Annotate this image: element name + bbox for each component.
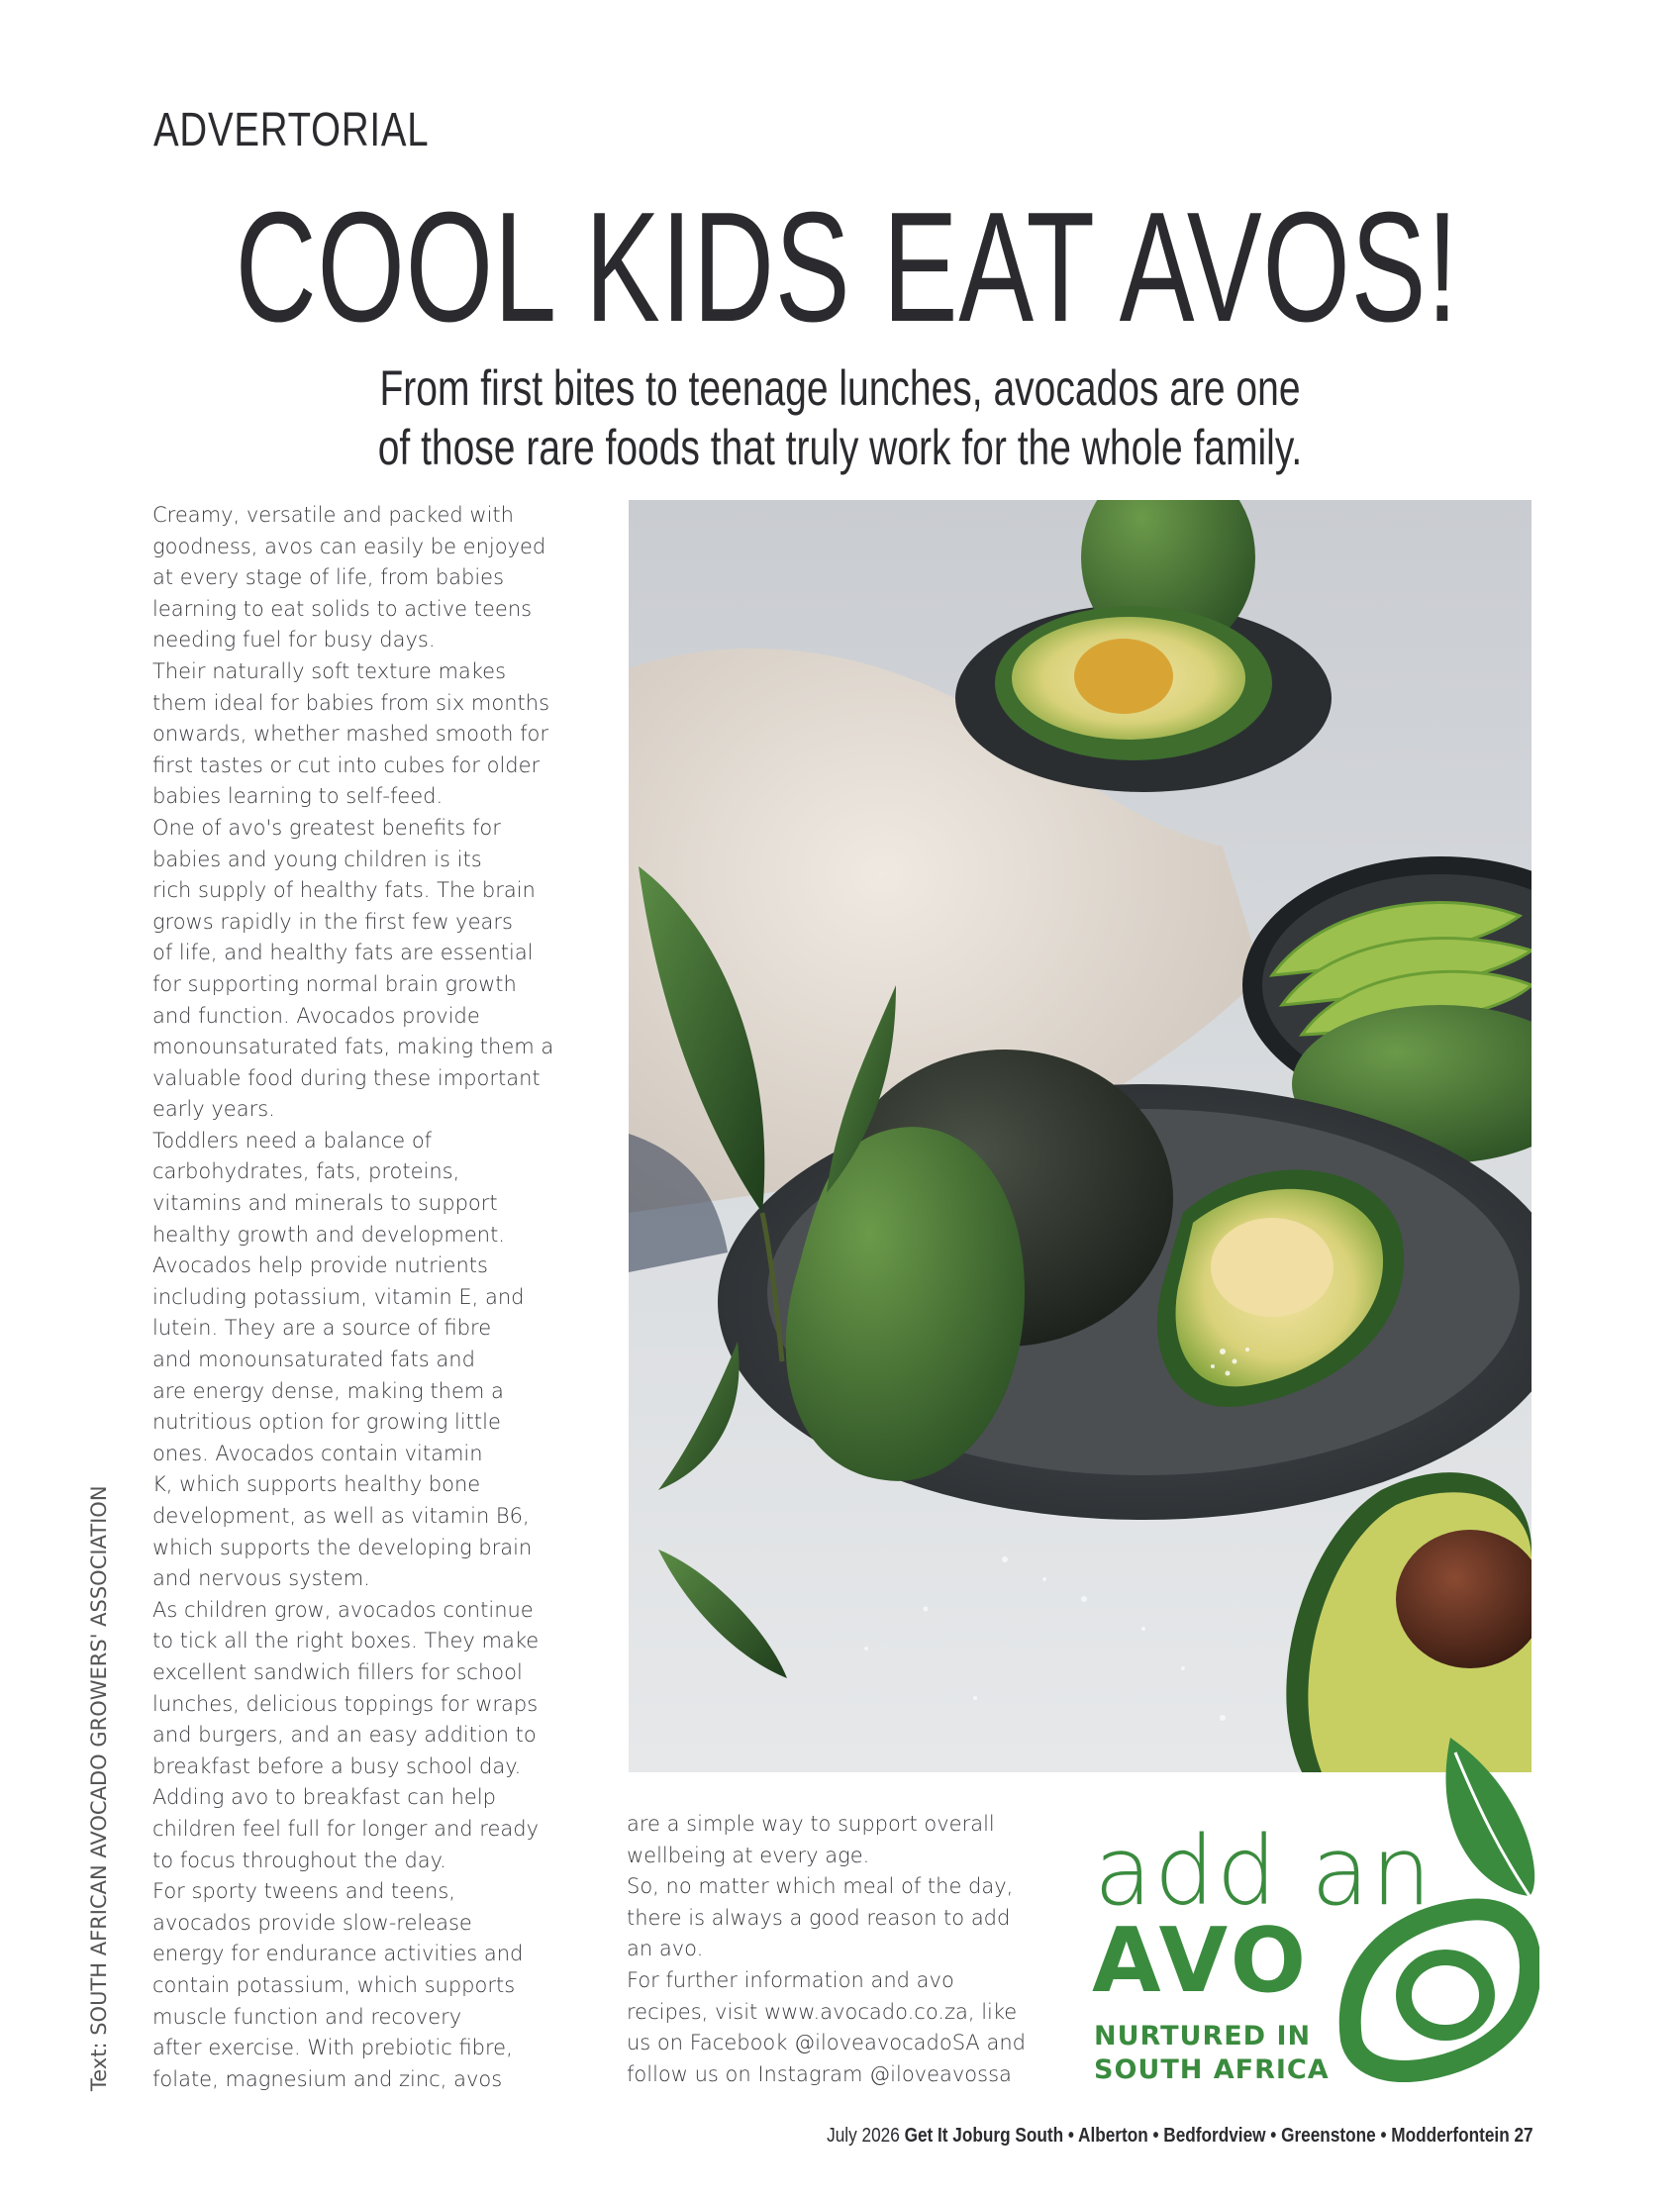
body-text-line: breakfast before a busy school day. (152, 1753, 522, 1778)
body-text-line: nutritious option for growing little (152, 1410, 501, 1435)
body-text-line: are a simple way to support overall (627, 1812, 995, 1836)
body-text-line: As children grow, avocados continue (152, 1597, 534, 1622)
body-text-line: K, which supports healthy bone (152, 1472, 481, 1497)
footer-publication: Get It Joburg South • Alberton • Bedfordview • Greenstone • Modderfontein 27 (904, 2125, 1533, 2147)
logo-tagline-line: SOUTH AFRICA (1094, 2054, 1330, 2085)
body-text-line: which supports the developing brain (152, 1535, 533, 1559)
body-text-line: after exercise. With prebiotic fibre, (152, 2036, 513, 2060)
body-text-line: grows rapidly in the first few years (152, 909, 513, 934)
body-text-line: babies and young children is its (152, 847, 482, 871)
body-text-line: Creamy, versatile and packed with (152, 503, 514, 527)
footer-date: July 2026 (827, 2125, 901, 2147)
body-text-line: including potassium, vitamin E, and (152, 1284, 525, 1309)
add-an-avo-logo (1084, 1723, 1539, 2099)
body-text-line: energy for endurance activities and (152, 1942, 524, 1966)
body-text-line: and monounsaturated fats and (152, 1348, 475, 1372)
standfirst-line: of those rare foods that truly work for the whole family. (377, 420, 1303, 475)
body-text-line: and burgers, and an easy addition to (152, 1723, 537, 1748)
body-text-line: avocados provide slow-release (152, 1910, 472, 1935)
body-text-line: One of avo's greatest benefits for (152, 815, 501, 840)
body-text-line: contain potassium, which supports (152, 1972, 516, 1997)
body-text-line: For sporty tweens and teens, (152, 1879, 455, 1904)
body-text-line: for supporting normal brain growth (152, 971, 517, 996)
body-text-line: first tastes or cut into cubes for older (152, 752, 541, 777)
body-text-line: recipes, visit www.avocado.co.za, like (627, 1999, 1018, 2024)
body-column-left (152, 500, 588, 2095)
standfirst (185, 358, 1496, 477)
body-text-line: development, as well as vitamin B6, (152, 1504, 530, 1528)
body-text-line: wellbeing at every age. (627, 1843, 870, 1867)
standfirst-line: From first bites to teenage lunches, avocados are one (379, 360, 1301, 416)
body-text-line: Avocados help provide nutrients (152, 1253, 488, 1278)
body-text-line: children feel full for longer and ready (152, 1816, 539, 1841)
body-text-line: rich supply of healthy fats. The brain (152, 878, 536, 903)
body-text-line: For further information and avo (627, 1967, 954, 1992)
body-text-line: ones. Avocados contain vitamin (152, 1441, 483, 1465)
body-text-line: muscle function and recovery (152, 2004, 462, 2029)
body-text-line: goodness, avos can easily be enjoyed (152, 534, 546, 558)
body-text-line: there is always a good reason to add (627, 1905, 1011, 1930)
page-footer (828, 2125, 1533, 2148)
body-text-line: to focus throughout the day. (152, 1848, 446, 1872)
avocado-photo-illustration (629, 500, 1532, 1772)
body-text-line: valuable food during these important (152, 1065, 541, 1090)
body-text-line: carbohydrates, fats, proteins, (152, 1159, 460, 1184)
body-text-line: Toddlers need a balance of (152, 1128, 433, 1152)
body-text-line: So, no matter which meal of the day, (627, 1874, 1014, 1899)
body-text-line: Their naturally soft texture makes (152, 658, 507, 683)
body-text-line: and nervous system. (152, 1566, 370, 1591)
body-text-line: lutein. They are a source of fibre (152, 1316, 492, 1341)
logo-avo: AVO (1092, 1909, 1311, 2013)
logo-tagline (1094, 2020, 1330, 2087)
body-text-line: babies learning to self-feed. (152, 784, 444, 809)
logo-tagline-line: NURTURED IN (1094, 2021, 1312, 2052)
body-text-line: onwards, whether mashed smooth for (152, 722, 548, 747)
body-text-line: of life, and healthy fats are essential (152, 941, 534, 965)
body-text-line: early years. (152, 1097, 275, 1122)
avocado-photo (629, 500, 1532, 1772)
body-text-line: follow us on Instagram @iloveavossa (627, 2061, 1012, 2086)
body-text-line: lunches, delicious toppings for wraps (152, 1691, 539, 1716)
body-text-line: vitamins and minerals to support (152, 1191, 498, 1216)
text-credit: Text: SOUTH AFRICAN AVOCADO GROWERS' ASSOCIATION (87, 1485, 111, 2091)
headline: COOL KIDS EAT AVOS! (235, 180, 1459, 354)
body-column-right (627, 1809, 1062, 2090)
body-text-line: and function. Avocados provide (152, 1003, 480, 1028)
body-text-line: us on Facebook @iloveavocadoSA and (627, 2031, 1026, 2055)
body-text-line: healthy growth and development. (152, 1222, 505, 1247)
body-text-line: are energy dense, making them a (152, 1378, 504, 1403)
body-text-line: them ideal for babies from six months (152, 690, 550, 715)
section-label: ADVERTORIAL (153, 104, 430, 156)
body-text-line: learning to eat solids to active teens (152, 596, 533, 621)
body-text-line: Adding avo to breakfast can help (152, 1785, 497, 1810)
body-text-line: to tick all the right boxes. They make (152, 1629, 540, 1653)
body-text-line: monounsaturated fats, making them a (152, 1035, 554, 1059)
body-text-line: at every stage of life, from babies (152, 565, 505, 590)
avocado-leaf-icon (1332, 1723, 1539, 2099)
body-text-line: an avo. (627, 1937, 704, 1961)
body-text-line: excellent sandwich fillers for school (152, 1659, 523, 1684)
body-text-line: folate, magnesium and zinc, avos (152, 2066, 503, 2091)
logo-add-an: add an (1094, 1816, 1433, 1927)
body-text-line: needing fuel for busy days. (152, 628, 436, 652)
